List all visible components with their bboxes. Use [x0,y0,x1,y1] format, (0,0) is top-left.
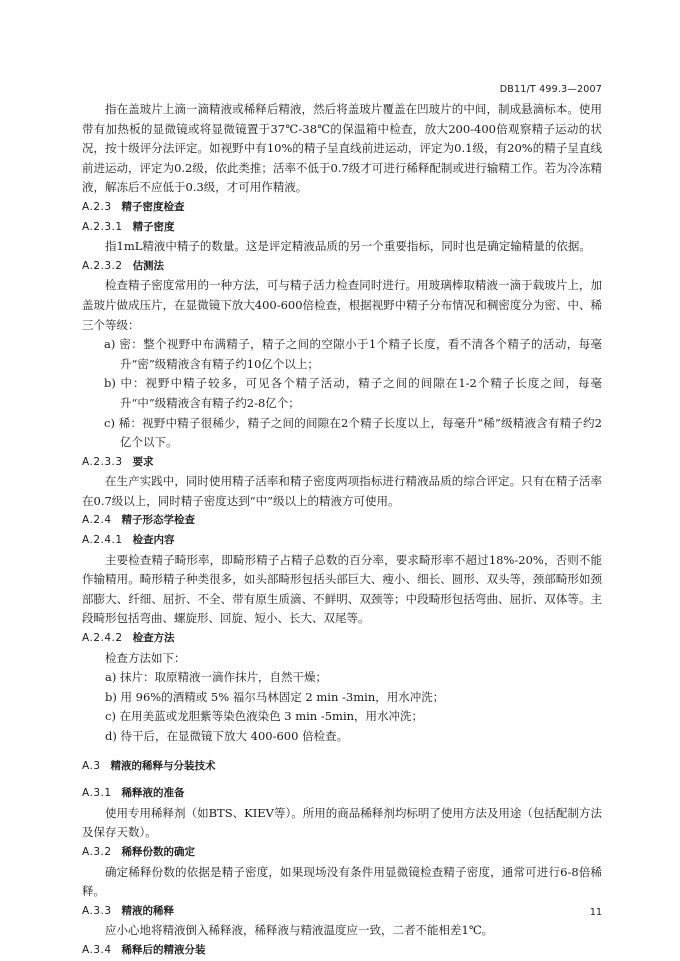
section-title: 稀释液的准备 [121,787,185,800]
paragraph-a32: 确定稀释份数的依据是精子密度，如果现场没有条件用显微镜检查精子密度，通常可进行6-8倍稀释。 [82,864,602,899]
paragraph-intro: 指在盖玻片上滴一滴精液或稀释后精液，然后将盖玻片覆盖在凹玻片的中间，制成悬滴标本。使用带有加热板的显微镜或将显微镜置于37℃-38℃的保温箱中检查，放大200-400倍观察精子运动的状况，按十级评分法评定。如视野中有10%的精子呈直线前进运动，评定为0.1级，有20%的精子呈直线前进运动，评定为0.2级，依此类推；活率不低于0.7级才可进行稀释配制或进行输精工作。若为冷冻精液，解冻后不应低于0.3级，才可用作精液。 [82,102,602,195]
paragraph-a232: 检查精子密度常用的一种方法，可与精子活力检查同时进行。用玻璃棒取精液一滴于载玻片上，加盖玻片做成压片，在显微镜下放大400-600倍检查，根据视野中精子分布情况和稠密度分为密、中、稀三个等级： [82,278,602,332]
section-title: 检查内容 [132,534,175,547]
section-heading-a241 [82,531,602,551]
section-number: A.2.4 [82,514,112,527]
section-number: A.2.3.3 [82,455,123,468]
section-heading-a232 [82,257,602,277]
document-id: DB11/T 499.3—2007 [499,84,602,95]
paragraph-a241: 主要检查精子畸形率，即畸形精子占精子总数的百分率，要求畸形率不超过18%-20%，否则不能作输精用。畸形精子种类很多，如头部畸形包括头部巨大、瘦小、细长、圆形、双头等，颈部畸形如颈部膨大、纤细、屈折、不全、带有原生质滴、不鲜明、双颈等；中段畸形包括弯曲、屈折、双体等。主段畸形包括弯曲、螺旋形、回旋、短小、长大、双尾等。 [82,552,602,626]
section-title: 要求 [132,455,154,468]
section-title: 稀释份数的确定 [121,845,196,858]
section-number: A.3.3 [82,904,112,917]
section-title: 估测法 [132,259,165,272]
list-item: c) 在用美蓝或龙胆紫等染色液染色 3 min -5min，用水冲洗； [105,709,424,724]
section-number: A.2.4.2 [82,632,123,645]
section-number: A.2.3.1 [82,220,123,233]
paragraph-a242: 检查方法如下： [105,650,186,665]
list-item: b) 中：视野中精子较多，可见各个精子活动，精子之间的间隙在1-2个精子长度之间，每毫升“中”级精液含有精子约2-8亿个； [104,376,602,410]
section-heading-a31 [82,784,602,804]
section-heading-a231 [82,218,602,238]
paragraph-a231: 指1mL精液中精子的数量。这是评定精液品质的另一个重要指标，同时也是确定输精量的依据。 [105,239,591,254]
section-number: A.3 [82,759,101,772]
list-item: a) 密：整个视野中布满精子，精子之间的空隙小于1个精子长度，看不清各个精子的活动，每毫升“密”级精液含有精子约10亿个以上； [104,337,602,371]
section-title: 检查方法 [132,632,175,645]
paragraph-a233: 在生产实践中，同时使用精子活率和精子密度两项指标进行精液品质的综合评定。只有在精子活率在0.7级以上，同时精子密度达到“中”级以上的精液方可使用。 [82,474,602,508]
page-content [82,100,602,961]
section-title: 精子密度 [132,220,175,233]
section-title: 精子形态学检查 [121,514,196,527]
section-title: 精液的稀释 [121,904,175,917]
section-title: 稀释后的精液分装 [121,943,206,956]
section-title: 精液的稀释与分装技术 [110,759,216,772]
list-item: d) 待干后，在显微镜下放大 400-600 倍检查。 [105,729,349,743]
section-number: A.2.3.2 [82,259,123,272]
section-heading-a32 [82,843,602,863]
section-number: A.3.1 [82,787,112,800]
list-item: b) 用 96%的酒精或 5% 福尔马林固定 2 min -3min，用水冲洗； [105,689,445,704]
section-heading-a34 [82,941,602,961]
section-title: 精子密度检查 [121,200,185,213]
section-number: A.3.4 [82,943,112,956]
section-number: A.2.3 [82,200,112,213]
paragraph-a31: 使用专用稀释剂（如BTS、KIEV等）。所用的商品稀释剂均标明了使用方法及用途（包括配制方法及保存天数）。 [82,805,602,840]
section-number: A.2.4.1 [82,534,123,547]
section-heading-a3 [82,757,602,777]
section-number: A.3.2 [82,845,112,858]
list-item: a) 抹片：取原精液一滴作抹片，自然干燥； [105,670,327,685]
list-item: c) 稀：视野中精子很稀少，精子之间的间隙在2个精子长度以上，每毫升“稀”级精液含有精子约2亿个以下。 [104,415,602,450]
section-heading-a242 [82,629,602,649]
section-heading-a24 [82,511,602,531]
section-heading-a23 [82,198,602,218]
page-number: 11 [589,907,602,918]
paragraph-a33: 应小心地将精液倒入稀释液，稀释液与精液温度应一致，二者不能相差1℃。 [105,923,494,938]
section-heading-a233 [82,453,602,473]
section-heading-a33 [82,902,602,922]
